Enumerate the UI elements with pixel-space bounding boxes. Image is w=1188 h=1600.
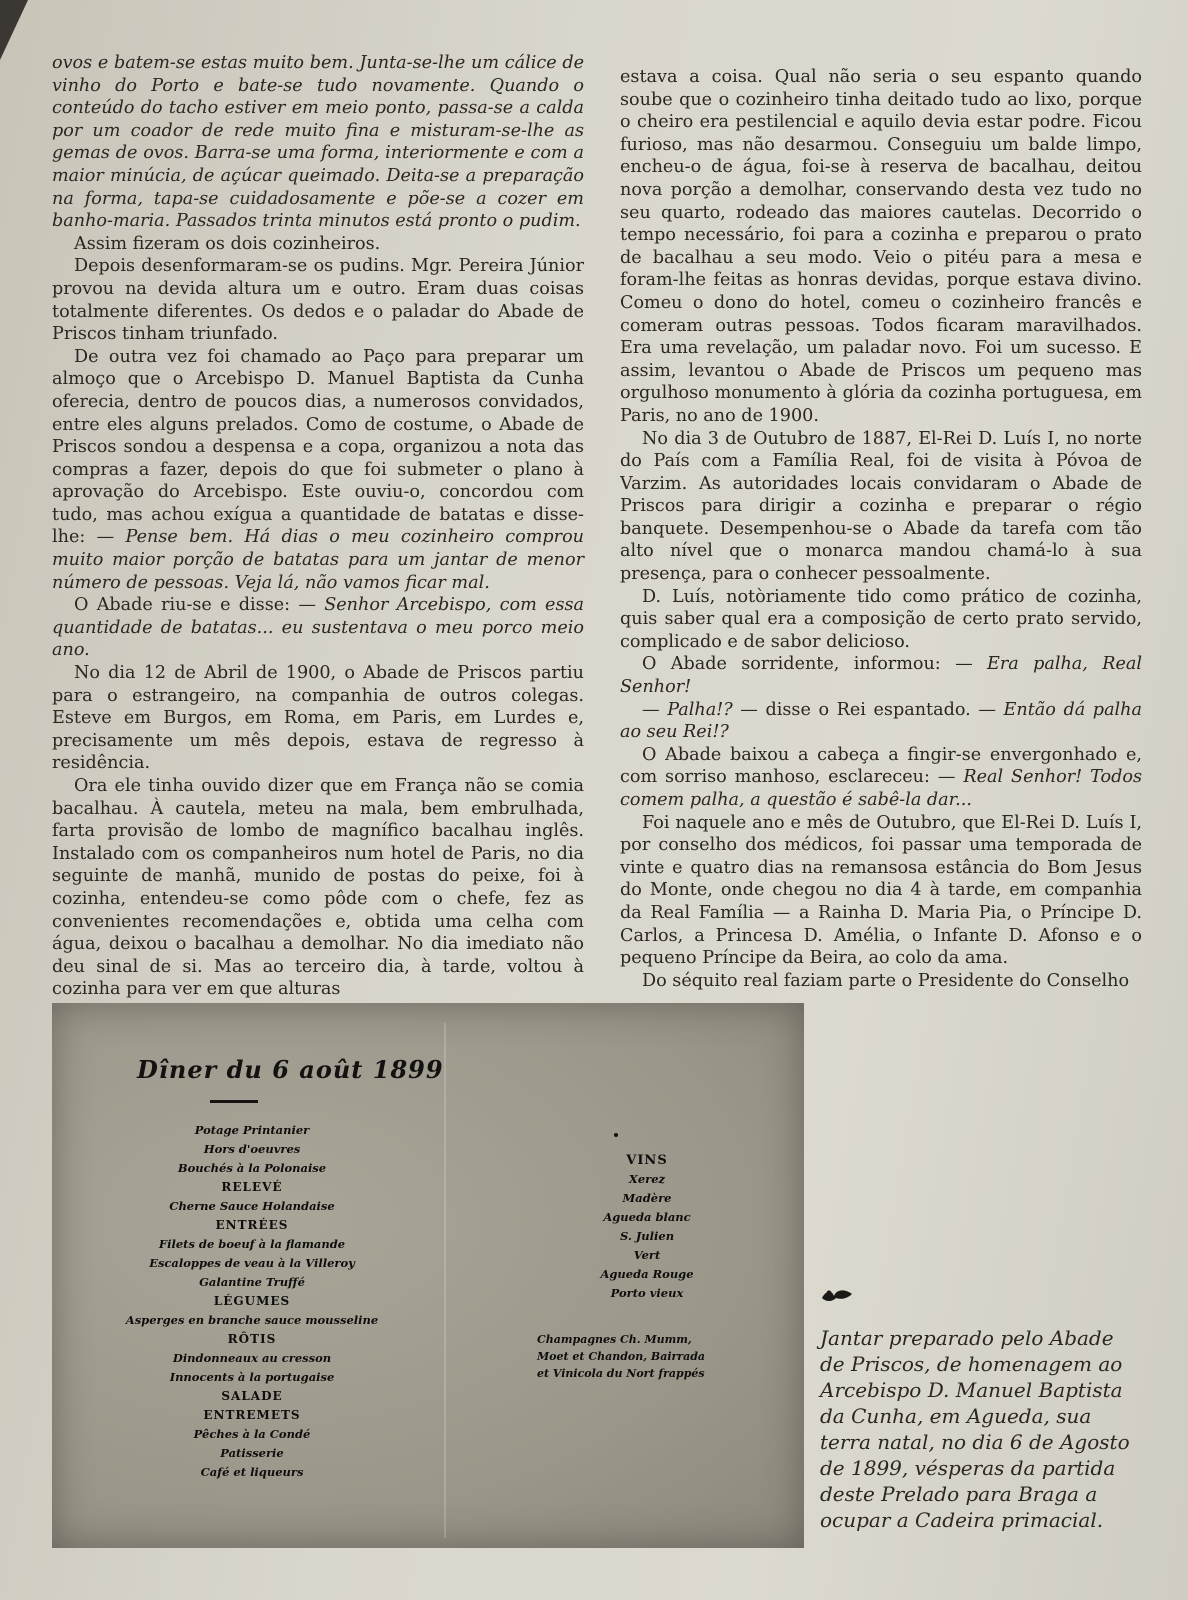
italic-text-run: Era palha, Real Senhor! bbox=[620, 654, 1142, 698]
menu-dish: Cherne Sauce Holandaise bbox=[169, 1199, 335, 1213]
paragraph bbox=[52, 233, 584, 256]
menu-title: Dîner du 6 août 1899 bbox=[137, 1055, 444, 1084]
text-run: estava a coisa. Qual não seria o seu espanto quando soube que o cozinheiro tinha deitado tudo ao lixo, porque o cheiro era pestilencial e aquilo devia estar podre. Ficou furioso, mas não desarmou. Conseguiu um balde limpo, encheu-o de água, foi-se à reserva de bacalhau, deitou nova porção a demolhar, conservando desta vez tudo no seu quarto, rodeado das maiores cautelas. Decorrido o tempo necessário, foi para a cozinha e preparou o prato de bacalhau a seu modo. Veio o pitéu para a mesa e foram-lhe feitas as honras devidas, porque estava divino. Comeu o dono do hotel, comeu o cozinheiro francês e comeram outras pessoas. Todos ficaram maravilhados. Era uma revelação, um paladar novo. Foi um sucesso. E assim, levantou o Abade de Priscos um pequeno mas orgulhoso monumento à glória da cozinha portuguesa, em Paris, no ano de 1900. bbox=[620, 67, 1142, 426]
menu-champagne-line: Moet et Chandon, Bairrada bbox=[537, 1350, 706, 1363]
menu-champagnes bbox=[537, 1331, 757, 1382]
text-run: Ora ele tinha ouvido dizer que em França não se comia bacalhau. À cautela, meteu na mala, bem embrulhada, farta provisão de lombo de magnífico bacalhau inglês. Instalado com os companheiros num hotel de Paris, no dia seguinte de manhã, munido de postas do peixe, foi à cozinha, entendeu-se como pôde com o chefe, fez as convenientes recomendações e, obtida uma celha com água, deixou o bacalhau a demolhar. No dia imediato não deu sinal de si. Mas ao terceiro dia, à tarde, voltou à cozinha para ver em que alturas bbox=[52, 776, 584, 1000]
paragraph bbox=[620, 970, 1142, 993]
italic-text-run: Real Senhor! Todos comem palha, a questão é sabê-la dar... bbox=[620, 767, 1142, 810]
menu-section-heading: RÔTIS bbox=[227, 1332, 277, 1346]
text-run: Depois desenformaram-se os pudins. Mgr. Pereira Júnior provou na devida altura um e outro. Eram duas coisas totalmente diferentes. Os dedos e o paladar do Abade de Priscos tinham triunfado. bbox=[52, 256, 584, 345]
left-text-column bbox=[52, 52, 584, 1001]
paragraph bbox=[620, 812, 1142, 970]
menu-section-heading: ENTREMETS bbox=[203, 1408, 301, 1422]
menu-wine: Xerez bbox=[628, 1172, 666, 1186]
menu-wine: Madère bbox=[622, 1191, 672, 1205]
text-run: De outra vez foi chamado ao Paço para preparar um almoço que o Arcebispo D. Manuel Baptista da Cunha oferecia, dentro de poucos dias, a numerosos convidados, entre eles alguns prelados. Como de costume, o Abade de Priscos sondou a despensa e a copa, organizou a nota das compras a fazer, depois do que foi submeter o plano à aprovação do Arcebispo. Este ouviu-o, concordou com tudo, mas achou exígua a quantidade de batatas e disse-lhe: — bbox=[52, 346, 584, 548]
menu-dish: Café et liqueurs bbox=[200, 1465, 304, 1479]
menu-wine: Porto vieux bbox=[610, 1286, 684, 1300]
text-run: O Abade baixou a cabeça a fingir-se envergonhado e, com sorriso manhoso, esclareceu: — bbox=[620, 744, 1142, 788]
paragraph bbox=[620, 428, 1142, 586]
menu-dish: Patisserie bbox=[220, 1446, 284, 1460]
italic-text-run: Senhor Arcebispo, com essa quantidade de batatas... eu sustentava o meu porco meio ano. bbox=[52, 595, 584, 661]
text-run: Foi naquele ano e mês de Outubro, que El-Rei D. Luís I, por conselho dos médicos, foi passar uma temporada de vinte e quatro dias na remansosa estância do Bom Jesus do Monte, onde chegou no dia 4 à tarde, em companhia da Real Família — a Rainha D. Maria Pia, o Príncipe D. Carlos, a Princesa D. Amélia, o Infante D. Afonso e o pequeno Príncipe da Beira, ao colo da ama. bbox=[620, 812, 1142, 969]
menu-section-heading: SALADE bbox=[221, 1389, 283, 1403]
paragraph bbox=[52, 255, 584, 345]
menu-dish: Asperges en branche sauce mousseline bbox=[125, 1313, 379, 1327]
menu-caption: Jantar preparado pelo Abade de Priscos, de homenagem ao Arcebispo D. Manuel Baptista da Cunha, em Agueda, sua terra natal, no dia 6 de Agosto de 1899, vésperas da partida deste Prelado para Braga a ocupar a Cadeira primacial. bbox=[820, 1326, 1130, 1532]
page-corner-shadow bbox=[0, 0, 28, 60]
menu-wine: S. Julien bbox=[619, 1229, 675, 1243]
paragraph bbox=[620, 744, 1142, 812]
menu-photograph bbox=[52, 1003, 804, 1548]
text-run: No dia 3 de Outubro de 1887, El-Rei D. Luís I, no norte do País com a Família Real, foi de visita à Póvoa de Varzim. As autoridades locais convidaram o Abade de Priscos para dirigir a cozinha e preparar o régio banquete. Desempenhou-se o Abade da tarefa com tão alto nível que o monarca mandou chamá-lo à sua presença, para o conhecer pessoalmente. bbox=[620, 428, 1142, 585]
wines-heading: VINS bbox=[626, 1153, 668, 1168]
menu-dish: Bouchés à la Polonaise bbox=[177, 1161, 327, 1175]
paragraph bbox=[52, 594, 584, 662]
paragraph bbox=[620, 653, 1142, 698]
menu-wines-list bbox=[572, 1151, 722, 1303]
menu-dish: Potage Printanier bbox=[194, 1123, 310, 1137]
menu-wine: Vert bbox=[633, 1248, 661, 1262]
text-run: O Abade riu-se e disse: — bbox=[74, 595, 325, 616]
menu-dish: Hors d'oeuvres bbox=[203, 1142, 301, 1156]
text-run: Do séquito real faziam parte o Presidente do Conselho bbox=[642, 970, 1130, 991]
menu-dish: Pêches à la Condé bbox=[193, 1427, 311, 1441]
fleuron-icon bbox=[820, 1284, 856, 1306]
paragraph bbox=[52, 662, 584, 775]
text-run: D. Luís, notòriamente tido como prático de cozinha, quis saber qual era a composição de certo prato servido, complicado e de sabor delicioso. bbox=[620, 586, 1142, 652]
menu-dish: Escaloppes de veau à la Villeroy bbox=[149, 1256, 355, 1270]
text-run: — bbox=[642, 699, 668, 720]
menu-section-heading: RELEVÉ bbox=[221, 1180, 283, 1194]
menu-dish: Galantine Truffé bbox=[199, 1275, 305, 1289]
menu-dish: Dindonneaux au cresson bbox=[172, 1351, 332, 1365]
menu-dish: Filets de boeuf à la flamande bbox=[158, 1237, 346, 1251]
menu-champagne-line: et Vinicola du Nort frappés bbox=[537, 1367, 705, 1380]
paragraph bbox=[52, 52, 584, 233]
text-run: O Abade sorridente, informou: — bbox=[642, 654, 987, 675]
paragraph bbox=[620, 699, 1142, 744]
text-run: — disse o Rei espantado. — bbox=[732, 699, 1004, 720]
text-run: No dia 12 de Abril de 1900, o Abade de Priscos partiu para o estrangeiro, na companhia de outros colegas. Esteve em Burgos, em Roma, em Paris, em Lurdes e, precisamente um mês depois, estava de regresso à residência. bbox=[52, 663, 584, 774]
paragraph bbox=[620, 66, 1142, 428]
paragraph bbox=[620, 586, 1142, 654]
italic-text-run: ovos e batem-se estas muito bem. Junta-se-lhe um cálice de vinho do Porto e bate-se tudo novamente. Quando o conteúdo do tacho estiver em meio ponto, passa-se a calda por um coador de rede muito fina e misturam-se-lhe as gemas de ovos. Barra-se uma forma, interiormente e com a maior minúcia, de açúcar queimado. Deita-se a preparação na forma, tapa-se cuidadosamente e põe-se a cozer em banho-maria. Passados trinta minutos está pronto o pudim. bbox=[52, 53, 584, 232]
menu-section-heading: ENTRÉES bbox=[215, 1218, 289, 1232]
menu-wine: Agueda blanc bbox=[603, 1210, 691, 1224]
menu-dishes-list bbox=[112, 1121, 392, 1482]
italic-text-run: Pense bem. Há dias o meu cozinheiro comprou muito maior porção de batatas para um jantar de menor número de pessoas. Veja lá, não vamos ficar mal. bbox=[52, 527, 585, 593]
italic-text-run: Então dá palha ao seu Rei!? bbox=[620, 699, 1143, 743]
menu-fold-line bbox=[444, 1023, 446, 1538]
menu-section-heading: LÉGUMES bbox=[213, 1294, 291, 1308]
paragraph bbox=[52, 775, 584, 1001]
menu-dish: Innocents à la portugaise bbox=[169, 1370, 335, 1384]
right-text-column bbox=[620, 66, 1142, 992]
menu-champagne-line: Champagnes Ch. Mumm, bbox=[537, 1333, 692, 1346]
menu-wine: Agueda Rouge bbox=[600, 1267, 694, 1281]
italic-text-run: Palha!? bbox=[667, 699, 733, 720]
menu-title-rule bbox=[210, 1100, 258, 1103]
text-run: Assim fizeram os dois cozinheiros. bbox=[74, 233, 381, 254]
menu-dot bbox=[614, 1133, 618, 1137]
paragraph bbox=[52, 346, 584, 595]
